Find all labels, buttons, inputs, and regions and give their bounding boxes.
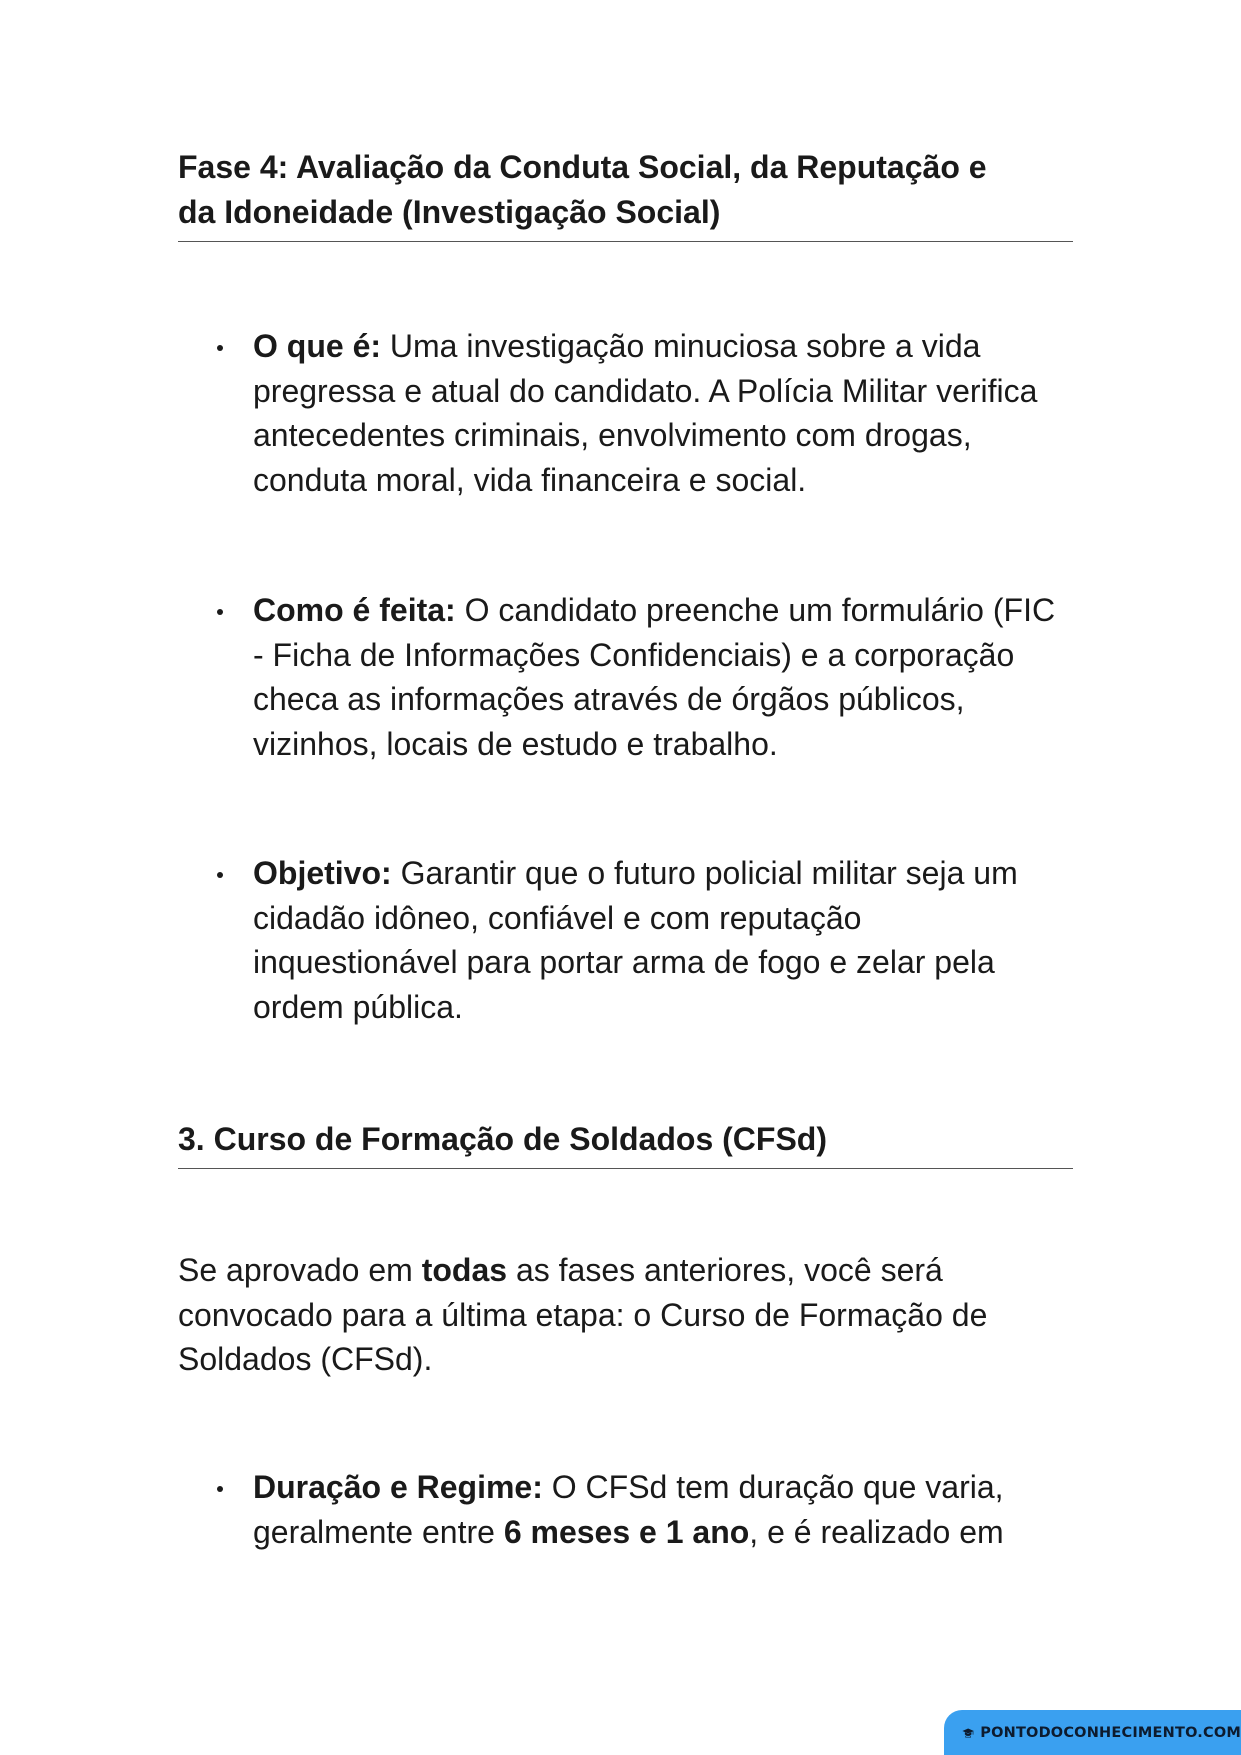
- list-item-duracao-regime: [253, 1465, 1073, 1554]
- intro-emphasis: todas: [421, 1252, 508, 1288]
- graduation-cap-icon: [962, 1720, 974, 1746]
- list-item-label: O que é:: [253, 328, 382, 364]
- list-item-emphasis: 6 meses e 1 ano: [503, 1513, 750, 1550]
- heading-line-2: da Idoneidade (Investigação Social): [178, 194, 721, 230]
- intro-text: as fases anteriores, você será convocado para a última etapa: o Curso de Formação de Soldados (CFSd).: [178, 1252, 988, 1377]
- heading-line-1: Fase 4: Avaliação da Conduta Social, da Reputação e: [178, 149, 987, 185]
- site-name: PONTODOCONHECIMENTO.COM: [980, 1724, 1241, 1741]
- site-badge[interactable]: [944, 1710, 1241, 1755]
- list-item-label: Objetivo:: [253, 855, 392, 891]
- list-item-objetivo: [253, 851, 1073, 1029]
- list-item-text: Uma investigação minuciosa sobre a vida pregressa e atual do candidato. A Polícia Militar verifica antecedentes criminais, envolvimento com drogas, conduta moral, vida financeira e social.: [253, 328, 1038, 498]
- list-item-label: Duração e Regime:: [253, 1469, 543, 1505]
- list-item-como-e-feita: [253, 588, 1073, 766]
- list-item-text: O candidato preenche um formulário (FIC - Ficha de Informações Confidenciais) e a corporação checa as informações através de órgãos públicos, vizinhos, locais de estudo e trabalho.: [253, 592, 1056, 762]
- list-item-o-que-e: [253, 324, 1073, 502]
- list-item-text: , e é realizado em: [749, 1513, 1004, 1550]
- list-item-label: Como é feita:: [253, 592, 456, 628]
- section-heading-fase4: [178, 145, 1073, 242]
- section-heading-cfsd: 3. Curso de Formação de Soldados (CFSd): [178, 1117, 1073, 1169]
- list-item-text: O CFSd tem duração que varia, geralmente entre: [253, 1469, 1004, 1550]
- list-item-text: Garantir que o futuro policial militar seja um cidadão idôneo, confiável e com reputação inquestionável para portar arma de fogo e zelar pela ordem pública.: [253, 855, 1018, 1025]
- cfsd-intro-paragraph: [178, 1248, 1073, 1382]
- intro-text: Se aprovado em: [178, 1252, 422, 1288]
